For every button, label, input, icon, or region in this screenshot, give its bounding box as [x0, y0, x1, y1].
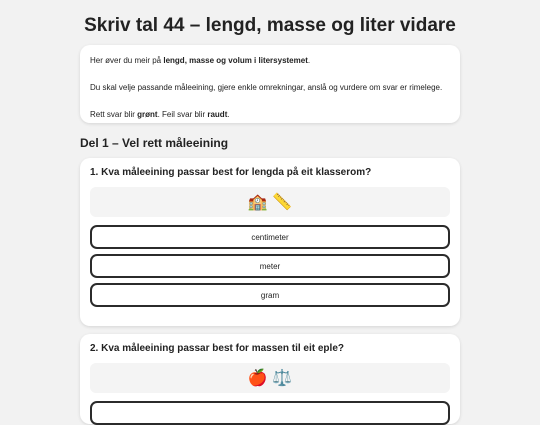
apple-scale-icon: 🍎 ⚖️	[247, 370, 293, 387]
question-illustration	[90, 363, 450, 393]
question-illustration	[90, 187, 450, 217]
option-meter-button[interactable]: meter	[90, 254, 450, 278]
question-title: 2. Kva måleeining passar best for massen til eit eple?	[90, 343, 344, 354]
school-ruler-icon: 🏫 📏	[247, 194, 293, 211]
wrong-word: raudt	[207, 110, 228, 120]
answer-options	[90, 225, 450, 307]
intro-text: . Feil svar blir	[157, 110, 208, 120]
question-card-2	[80, 334, 460, 424]
option-centimeter-button[interactable]: centimeter	[90, 225, 450, 249]
option-gram-button[interactable]: gram	[90, 283, 450, 307]
intro-text: Rett svar blir	[90, 110, 138, 120]
question-title: 1. Kva måleeining passar best for lengda på eit klasserom?	[90, 167, 372, 178]
correct-word: grønt	[137, 110, 158, 120]
page-title: Skriv tal 44 – lengd, masse og liter vidare	[84, 15, 456, 36]
intro-text: .	[227, 110, 230, 120]
intro-bold: lengd, masse og volum i litersystemet	[163, 56, 308, 65]
intro-line-2: Du skal velje passande måleeining, gjere enkle omrekningar, anslå og vurdere om svar er rimelege.	[90, 83, 443, 93]
intro-line-3	[90, 109, 450, 120]
question-card-1	[80, 158, 460, 326]
section-title: Del 1 – Vel rett måleeining	[80, 136, 229, 150]
intro-card	[80, 45, 460, 123]
intro-line-1	[90, 55, 450, 66]
intro-text: .	[307, 56, 311, 65]
intro-text: Her øver du meir på	[90, 56, 164, 65]
